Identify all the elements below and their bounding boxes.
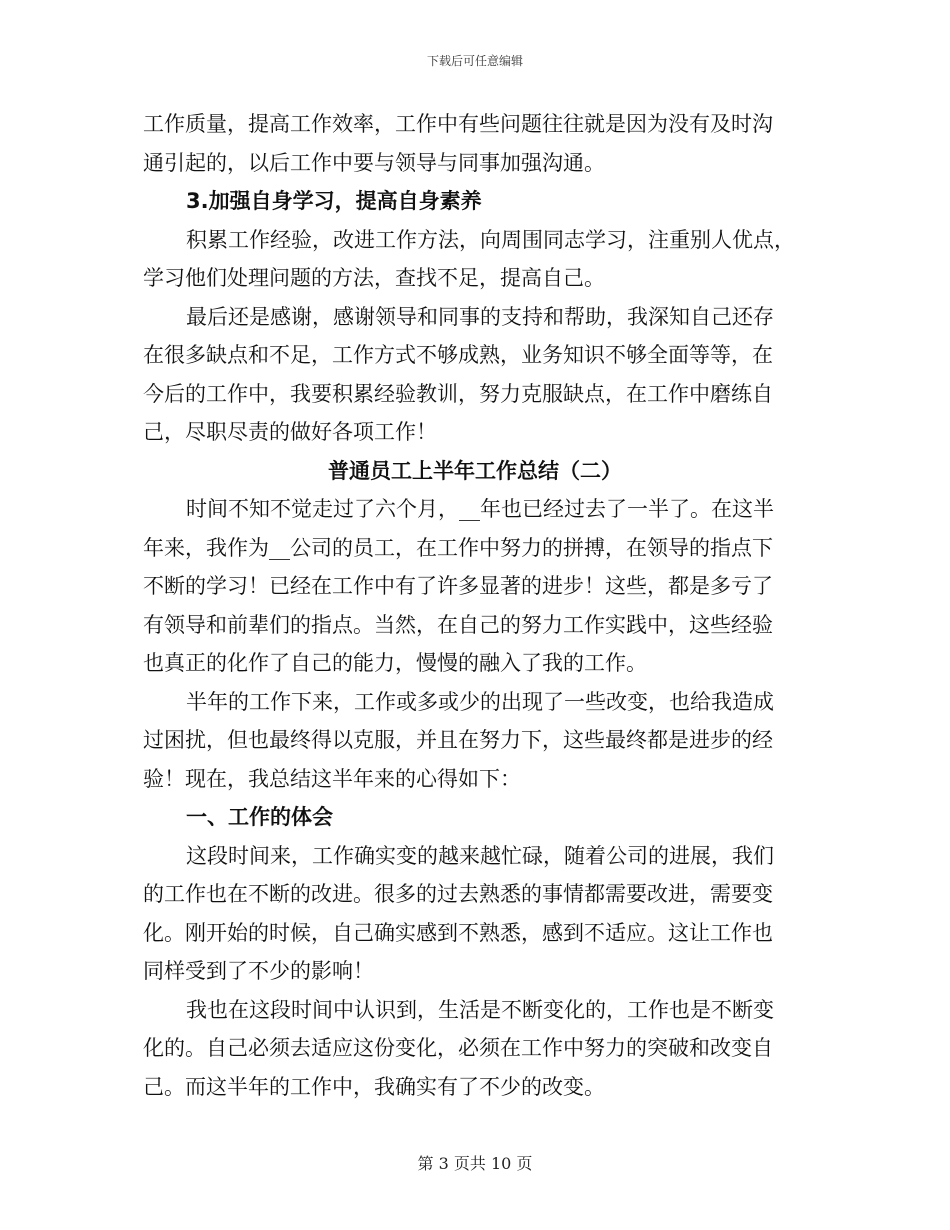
paragraph-line: 时间不知不觉走过了六个月，__年也已经过去了一半了。在这半 (186, 497, 774, 521)
paragraph-line: 通引起的，以后工作中要与领导与同事加强沟通。 (143, 150, 605, 175)
section-heading: 3.加强自身学习，提高自身素养 (186, 189, 482, 213)
paragraph-line: 我也在这段时间中认识到，生活是不断变化的，工作也是不断变 (186, 997, 774, 1022)
paragraph-line: 己。而这半年的工作中，我确实有了不少的改变。 (143, 1074, 605, 1099)
document-body (143, 105, 807, 1106)
paragraph-line: 半年的工作下来，工作或多或少的出现了一些改变，也给我造成 (186, 689, 774, 714)
paragraph-line: 同样受到了不少的影响！ (143, 959, 374, 983)
section-heading: 一、工作的体会 (186, 805, 333, 829)
paragraph-line: 过困扰，但也最终得以克服，并且在努力下，这些最终都是进步的经 (143, 728, 773, 752)
paragraph-line: 化。刚开始的时候，自己确实感到不熟悉，感到不适应。这让工作也 (143, 920, 773, 945)
paragraph-line: 己，尽职尽责的做好各项工作！ (143, 420, 437, 444)
page-number: 第 3 页共 10 页 (417, 1154, 533, 1173)
document-title: 普通员工上半年工作总结（二） (328, 458, 622, 483)
paragraph-line: 工作质量，提高工作效率，工作中有些问题往往就是因为没有及时沟 (143, 112, 773, 136)
paragraph-line: 的工作也在不断的改进。很多的过去熟悉的事情都需要改进，需要变 (143, 882, 773, 906)
page-header: 下载后可任意编辑 (426, 54, 523, 68)
paragraph-line: 这段时间来，工作确实变的越来越忙碌，随着公司的进展，我们 (186, 843, 774, 868)
paragraph-line: 积累工作经验，改进工作方法，向周围同志学习，注重别人优点， (186, 227, 795, 252)
paragraph-line: 年来，我作为__公司的员工，在工作中努力的拼搏，在领导的指点下 (143, 535, 773, 560)
paragraph-line: 不断的学习！已经在工作中有了许多显著的进步！这些，都是多亏了 (143, 574, 773, 598)
paragraph-line: 学习他们处理问题的方法，查找不足，提高自己。 (143, 266, 605, 290)
paragraph-line: 最后还是感谢，感谢领导和同事的支持和帮助，我深知自己还存 (186, 304, 774, 329)
paragraph-line: 今后的工作中，我要积累经验教训，努力克服缺点，在工作中磨练自 (143, 381, 773, 406)
paragraph-line: 在很多缺点和不足，工作方式不够成熟，业务知识不够全面等等，在 (143, 343, 773, 367)
paragraph-line: 也真正的化作了自己的能力，慢慢的融入了我的工作。 (143, 651, 647, 675)
paragraph-line: 化的。自己必须去适应这份变化，必须在工作中努力的突破和改变自 (143, 1036, 773, 1060)
paragraph-line: 有领导和前辈们的指点。当然，在自己的努力工作实践中，这些经验 (143, 612, 773, 637)
paragraph-line: 验！现在，我总结这半年来的心得如下： (143, 766, 521, 791)
